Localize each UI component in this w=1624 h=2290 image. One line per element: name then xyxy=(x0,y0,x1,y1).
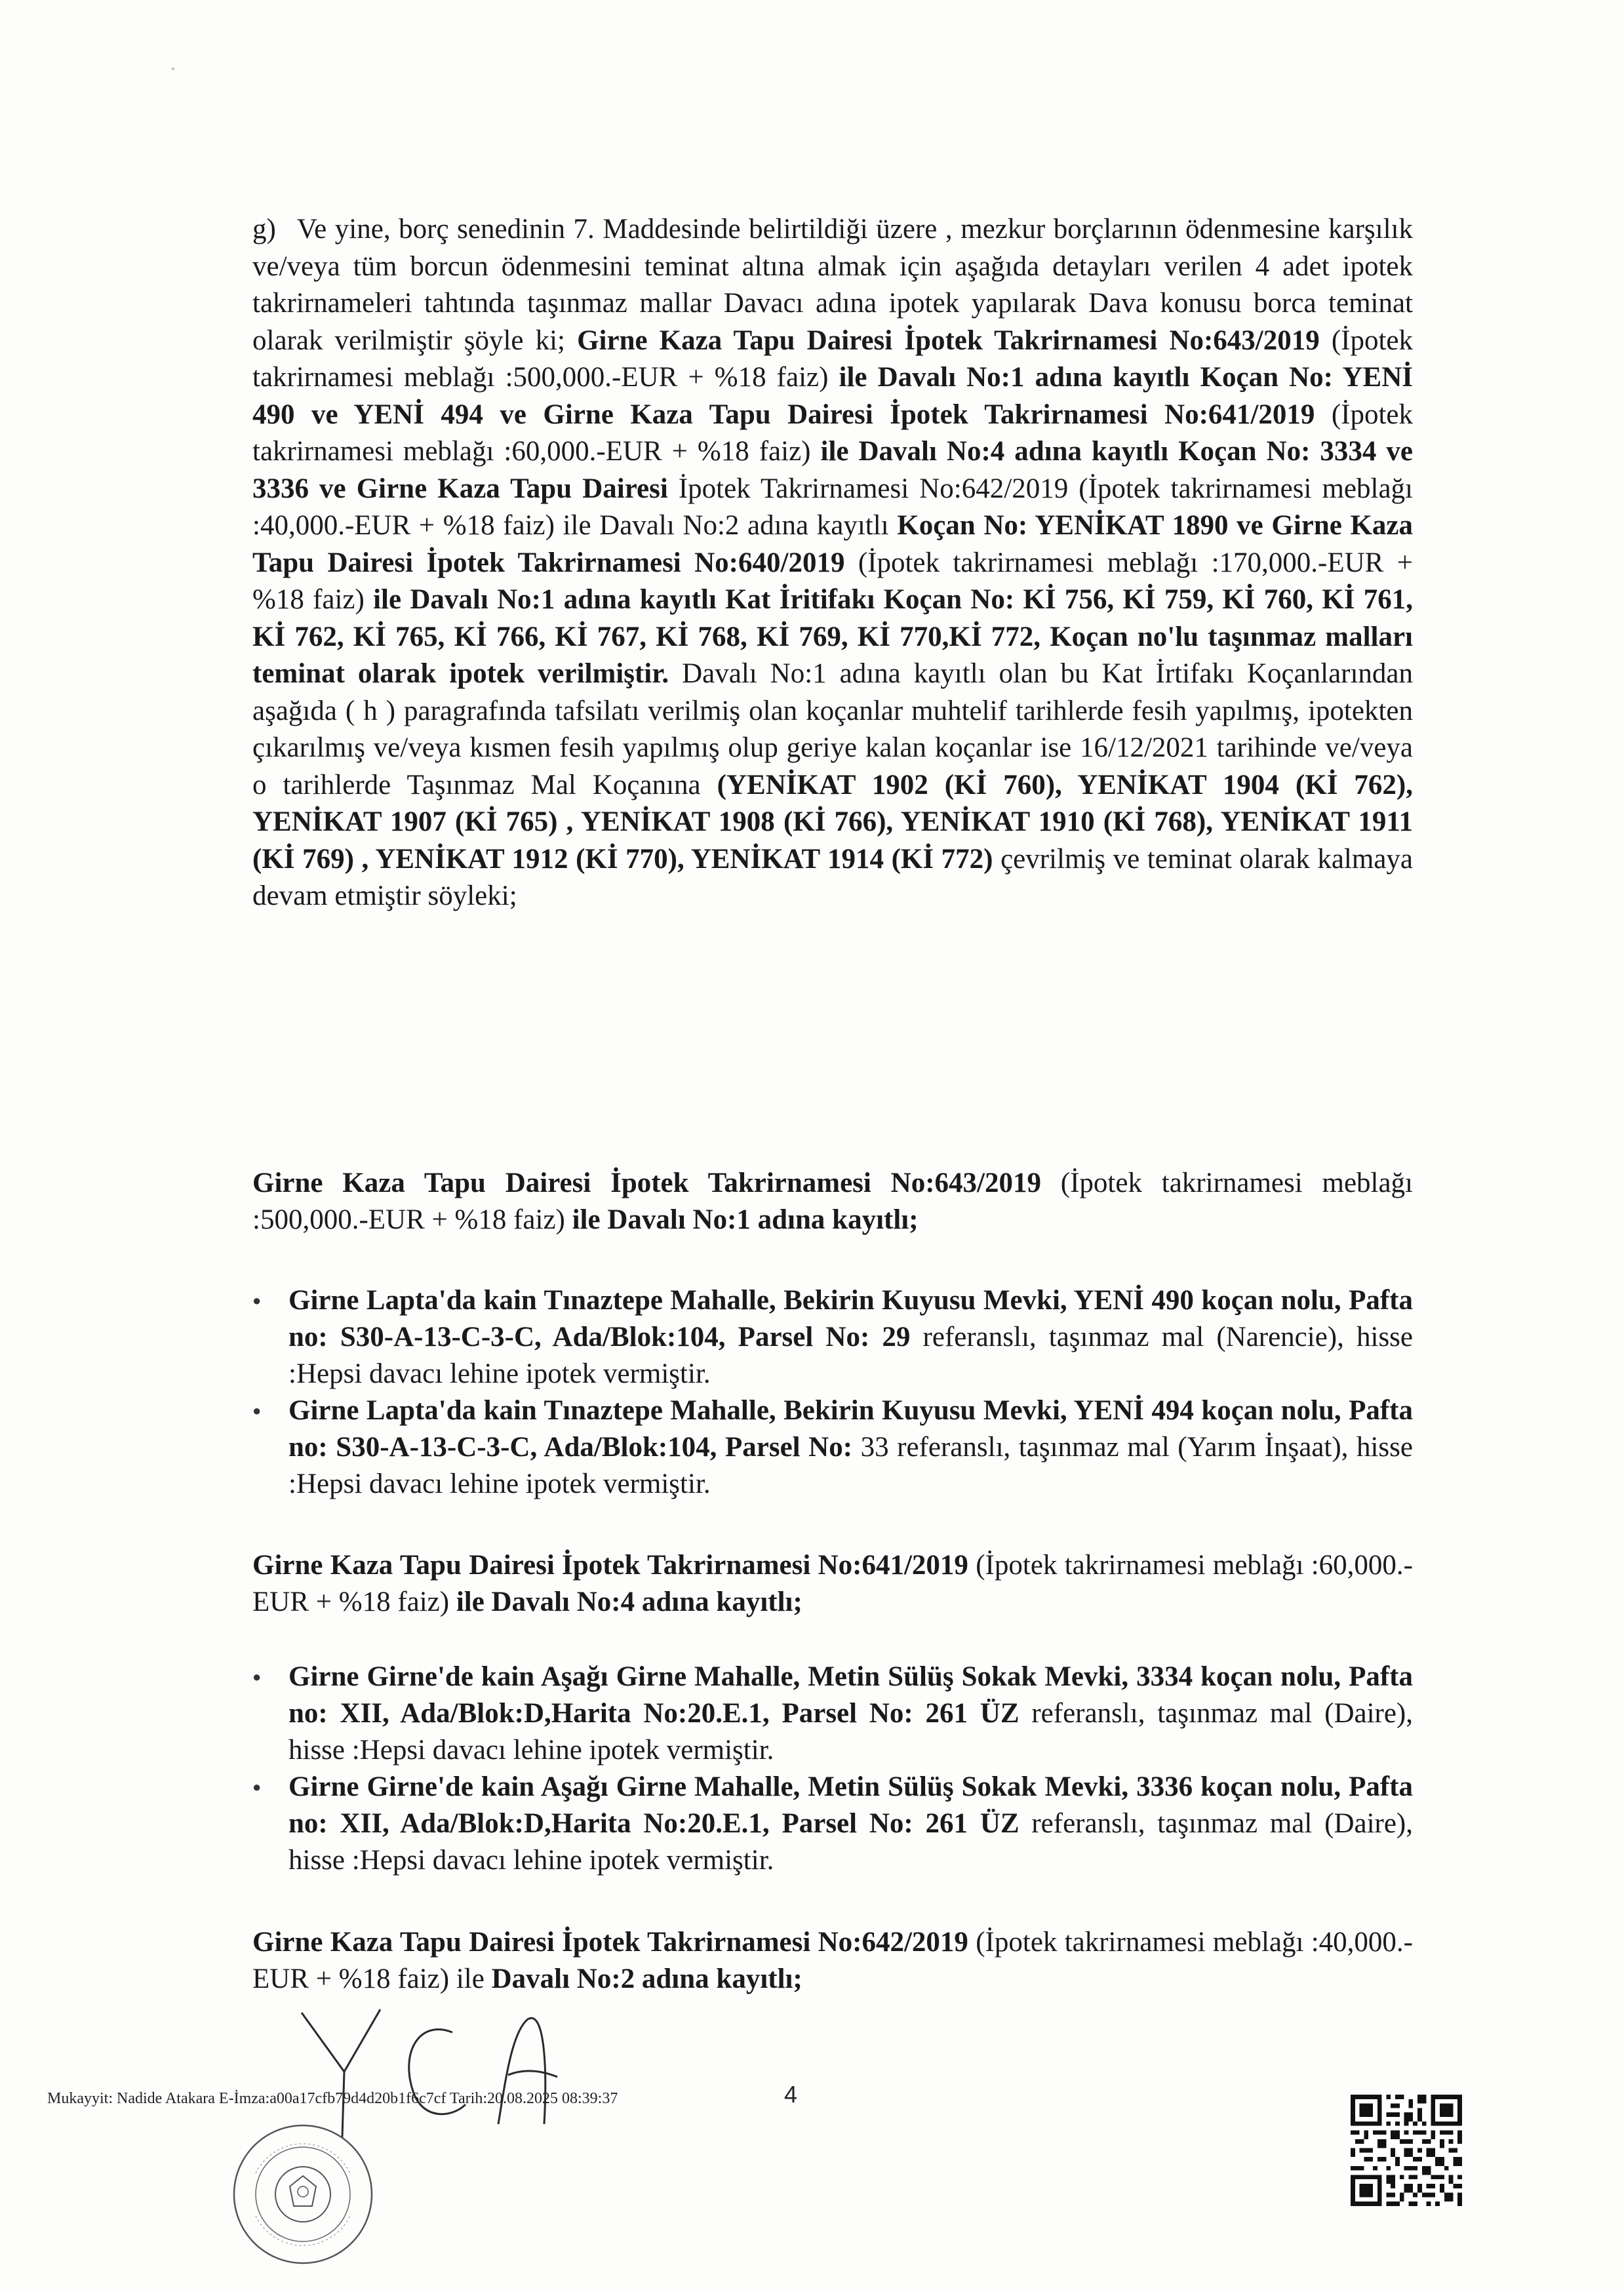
list-item-bold: Girne Lapta'da kain Tınaztepe Mahalle, Bekirin Kuyusu Mevki, YENİ 490 koçan nolu, Pafta no: S30-A-13-C-3-C, Ada/Blok:104, Parsel No: 29 xyxy=(288,1285,1413,1352)
paragraph-g-text-5: (İpotek takrirnamesi meblağı :170,000.-EUR + %18 faiz) xyxy=(252,547,1413,615)
section-642-heading xyxy=(252,1924,1413,1998)
list-item xyxy=(252,1769,1413,1879)
paragraph-g-bold-6: (YENİKAT 1902 (Kİ 760), YENİKAT 1904 (Kİ 762), YENİKAT 1907 (Kİ 765) , YENİKAT 1908 (Kİ 766), YENİKAT 1910 (Kİ 768), YENİKAT 1911 (Kİ 769) , YENİKAT 1912 (Kİ 770), YENİKAT 1914 (Kİ 772) xyxy=(252,769,1413,875)
section-642-title: Girne Kaza Tapu Dairesi İpotek Takrirnamesi No:642/2019 xyxy=(252,1927,968,1958)
page-number: 4 xyxy=(784,2081,798,2108)
paragraph-g-text-1: Ve yine, borç senedinin 7. Maddesinde belirtildiği üzere , mezkur borçlarının ödenmesine karşılık ve/veya tüm borcun ödenmesini teminat altına almak için aşağıda detayları verilen 4 adet ipotek takrirnameleri tahtında taşınmaz mallar Davacı adına ipotek yapılarak Dava konusu borca teminat olarak verilmiştir şöyle ki; xyxy=(252,214,1413,356)
paragraph-label: g) xyxy=(252,214,276,245)
paragraph-g-bold-1: Girne Kaza Tapu Dairesi İpotek Takrirnamesi No:643/2019 xyxy=(577,325,1320,356)
paragraph-g-bold-5: ile Davalı No:1 adına kayıtlı Kat İritifakı Koçan No: Kİ 756, Kİ 759, Kİ 760, Kİ 761, Kİ 762, Kİ 765, Kİ 766, Kİ 767, Kİ 768, Kİ 769, Kİ 770,Kİ 772, Koçan no'lu taşınmaz malları teminat olarak ipotek verilmiştir. xyxy=(252,584,1414,689)
section-641-list xyxy=(252,1659,1413,1879)
section-641-heading xyxy=(252,1547,1413,1621)
list-item-text: referanslı, taşınmaz mal (Narencie), hisse :Hepsi davacı lehine ipotek vermiştir. xyxy=(288,1322,1413,1389)
section-642-amount: (İpotek takrirnamesi meblağı :40,000.-EUR + %18 faiz) ile xyxy=(252,1927,1413,1994)
section-643-heading xyxy=(252,1165,1413,1238)
scan-speck xyxy=(172,68,174,70)
list-item-bold: Girne Girne'de kain Aşağı Girne Mahalle, Metin Sülüş Sokak Mevki, 3336 koçan nolu, Pafta no: XII, Ada/Blok:D,Harita No:20.E.1, Parsel No: 261 ÜZ xyxy=(288,1771,1413,1839)
court-seal-icon xyxy=(229,2121,377,2268)
section-643-amount: (İpotek takrirnamesi meblağı :500,000.-EUR + %18 faiz) xyxy=(252,1168,1414,1235)
section-641-title: Girne Kaza Tapu Dairesi İpotek Takrirnamesi No:641/2019 xyxy=(252,1550,968,1581)
section-641-owner: ile Davalı No:4 adına kayıtlı; xyxy=(456,1587,802,1617)
paragraph-g-bold-2: ile Davalı No:1 adına kayıtlı Koçan No: YENİ 490 ve YENİ 494 ve Girne Kaza Tapu Dairesi İpotek Takrirnamesi No:641/2019 xyxy=(252,362,1413,430)
section-642-owner: Davalı No:2 adına kayıtlı; xyxy=(491,1964,802,1994)
section-643-list xyxy=(252,1282,1413,1503)
section-643-title: Girne Kaza Tapu Dairesi İpotek Takrirnamesi No:643/2019 xyxy=(252,1168,1041,1198)
list-item-text: 33 referanslı, taşınmaz mal (Yarım İnşaat), hisse :Hepsi davacı lehine ipotek vermiştir. xyxy=(288,1432,1413,1499)
paragraph-g-text-7: çevrilmiş ve teminat olarak kalmaya devam etmiştir söyleki; xyxy=(252,843,1414,911)
list-item xyxy=(252,1659,1413,1769)
paragraph-g-text-3: (İpotek takrirnamesi meblağı :60,000.-EUR + %18 faiz) xyxy=(252,399,1413,467)
paragraph-g-text-2: (İpotek takrirnamesi meblağı :500,000.-EUR + %18 faiz) xyxy=(252,325,1414,393)
section-641-amount: (İpotek takrirnamesi meblağı :60,000.-EUR + %18 faiz) xyxy=(252,1550,1413,1617)
paragraph-g-bold-3: ile Davalı No:4 adına kayıtlı Koçan No: 3334 ve 3336 ve Girne Kaza Tapu Dairesi xyxy=(252,436,1413,504)
list-item-bold: Girne Girne'de kain Aşağı Girne Mahalle, Metin Sülüş Sokak Mevki, 3334 koçan nolu, Pafta no: XII, Ada/Blok:D,Harita No:20.E.1, Parsel No: 261 ÜZ xyxy=(288,1661,1413,1729)
list-item-text: referanslı, taşınmaz mal (Daire), hisse :Hepsi davacı lehine ipotek vermiştir. xyxy=(288,1808,1414,1876)
paragraph-g-bold-4: Koçan No: YENİKAT 1890 ve Girne Kaza Tapu Dairesi İpotek Takrirnamesi No:640/2019 xyxy=(252,510,1414,578)
list-item xyxy=(252,1392,1413,1503)
list-item-text: referanslı, taşınmaz mal (Daire), hisse :Hepsi davacı lehine ipotek vermiştir. xyxy=(288,1698,1414,1766)
qr-code-icon xyxy=(1351,2095,1462,2206)
list-item-bold: Girne Lapta'da kain Tınaztepe Mahalle, Bekirin Kuyusu Mevki, YENİ 494 koçan nolu, Pafta no: S30-A-13-C-3-C, Ada/Blok:104, Parsel No: xyxy=(288,1395,1413,1463)
paragraph-g-text-4: İpotek Takrirnamesi No:642/2019 (İpotek takrirnamesi meblağı :40,000.-EUR + %18 faiz) ile Davalı No:2 adına kayıtlı xyxy=(252,473,1413,541)
section-643-owner: ile Davalı No:1 adına kayıtlı; xyxy=(572,1204,919,1235)
paragraph-g-text-6: Davalı No:1 adına kayıtlı olan bu Kat İrtifakı Koçanlarından aşağıda ( h ) paragrafında tafsilatı verilmiş olan koçanlar muhtelif tarihlerde fesih yapılmış, ipotekten çıkarılmış ve/veya kısmen fesih yapılmış olup geriye kalan koçanlar ise 16/12/2021 tarihinde ve/veya o tarihlerde Taşınmaz Mal Koçanına xyxy=(252,658,1414,800)
list-item xyxy=(252,1282,1413,1392)
paragraph-g xyxy=(252,211,1413,915)
e-signature-footer: Mukayyit: Nadide Atakara E-İmza:a00a17cfb79d4d20b1f6c7cf Tarih:20.08.2025 08:39:37 xyxy=(47,2090,618,2107)
